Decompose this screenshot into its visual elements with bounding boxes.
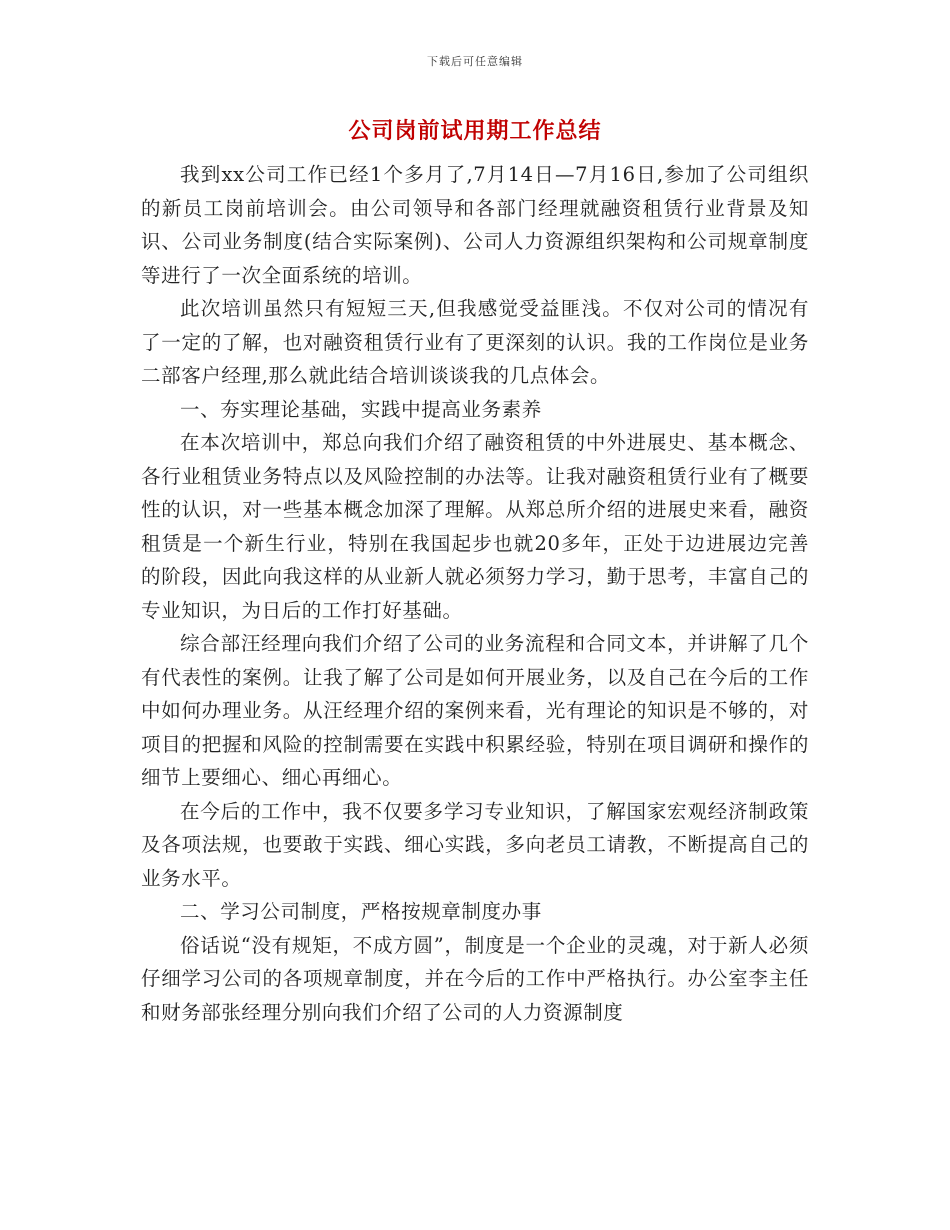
section-heading: 一、夯实理论基础，实践中提高业务素养 [180,397,542,421]
document-body [141,158,809,1029]
document-title: 公司岗前试用期工作总结 [348,118,602,144]
header-note: 下载后可任意编辑 [427,55,523,68]
paragraph: 俗话说“没有规矩，不成方圆”，制度是一个企业的灵魂，对于新人必须仔细学习公司的各项规章制度，并在今后的工作中严格执行。办公室李主任和财务部张经理分别向我们介绍了公司的人力资源制度 [141,933,809,1024]
paragraph: 我到xx公司工作已经1个多月了,7月14日—7月16日,参加了公司组织的新员工岗前培训会。由公司领导和各部门经理就融资租赁行业背景及知识、公司业务制度(结合实际案例)、公司人力资源组织架构和公司规章制度等进行了一次全面系统的培训。 [141,163,809,287]
section-heading: 二、学习公司制度，严格按规章制度办事 [180,900,542,923]
paragraph: 在本次培训中，郑总向我们介绍了融资租赁的中外进展史、基本概念、各行业租赁业务特点以及风险控制的办法等。让我对融资租赁行业有了概要性的认识，对一些基本概念加深了理解。从郑总所介绍的进展史来看，融资租赁是一个新生行业，特别在我国起步也就20多年，正处于边进展边完善的阶段，因此向我这样的从业新人就必须努力学习，勤于思考，丰富自己的专业知识，为日后的工作打好基础。 [141,431,809,622]
paragraph: 在今后的工作中，我不仅要多学习专业知识，了解国家宏观经济制政策及各项法规，也要敢于实践、细心实践，多向老员工请教，不断提高自己的业务水平。 [141,799,809,890]
paragraph: 综合部汪经理向我们介绍了公司的业务流程和合同文本，并讲解了几个有代表性的案例。让我了解了公司是如何开展业务，以及自己在今后的工作中如何办理业务。从汪经理介绍的案例来看，光有理论的知识是不够的，对项目的把握和风险的控制需要在实践中积累经验，特别在项目调研和操作的细节上要细心、细心再细心。 [141,632,809,789]
paragraph: 此次培训虽然只有短短三天,但我感觉受益匪浅。不仅对公司的情况有了一定的了解，也对融资租赁行业有了更深刻的认识。我的工作岗位是业务二部客户经理,那么就此结合培训谈谈我的几点体会。 [141,297,809,387]
